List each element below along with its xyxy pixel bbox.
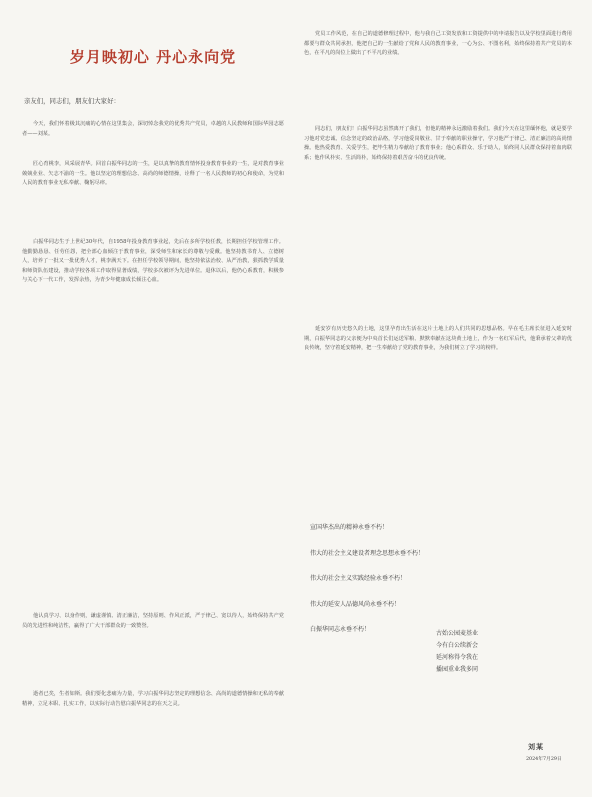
paragraph-intro: 今天，我们怀着极其沉痛的心情在这里集会，深切悼念我党的优秀共产党员，卓越的人民教师和国际华园志愿者——刘某。 [22, 121, 284, 137]
slogan-item: 白振华同志永垂不朽！ [310, 626, 371, 633]
slogan-list [310, 515, 424, 643]
paragraph-biography: 白振华同志生于上世纪30年代，自1958年投身教育事业起，先后在多所学校任教，长期担任学校管理工作。他勤勤恳恳、任劳任怨，把全部心血倾注于教育事业，深受师生和家长的尊敬与爱戴。他坚持教书育人、立德树人，培养了一批又一批优秀人才，桃李满天下。在担任学校领导期间，他坚持依法治校、从严治教，狠抓教学质量和师资队伍建设，推动学校各项工作取得显著成绩，学校多次被评为先进单位。退休以后，他仍心系教育，积极参与关心下一代工作，发挥余热，为青少年健康成长倾注心血。 [22, 239, 284, 284]
document-title: 岁月映初心 丹心永向党 [69, 48, 237, 66]
verse-line: 延河称得令我在 [436, 654, 479, 661]
verse-line: 今有白公续新会 [436, 642, 479, 649]
paragraph-closing: 逝者已矣，生者如斯。我们要化悲痛为力量，学习白振华同志坚定的理想信念、高尚的道德情操和无私的奉献精神，立足本职、扎实工作，以实际行动告慰白振华同志的在天之灵。 [22, 691, 284, 707]
signature: 刘某 [528, 742, 544, 751]
paragraph-career: 匠心育桃李，风采展青华。回首白振华同志的一生，是以真挚的教育情怀投身教育事业的一生，是对教育事业兢兢业业、矢志不渝的一生。他以坚定的理想信念、高尚的师德情操，诠释了一名人民教师的初心和使命，为党和人民的教育事业无私奉献、鞠躬尽瘁。 [22, 161, 284, 187]
verse-line: 古始公园麦基业 [436, 630, 479, 637]
slogan-item: 宣国华杰出的精神永垂不朽！ [310, 524, 389, 531]
slogan-item: 伟大的社会主义建设者理念思想永垂不朽！ [310, 549, 425, 557]
closing-verse [436, 628, 478, 676]
paragraph-conduct: 党员工作风范，在自己的道德修理过程中，他与我自己工资发放和工资提供中的申请报告以及学校里面进行费用都要与群众共同承担，他把自己的一生献给了党和人民的教育事业，一心为公、不图名利，始终保持着共产党员的本色，在平凡的岗位上做出了不平凡的业绩。 [304, 31, 572, 57]
date: 2024年7月29日 [526, 757, 562, 762]
paragraph-character: 他认真学习、以身作则，谦虚谨慎、清正廉洁，坚持原则、作风正派，严于律己、宽以待人，始终保持共产党员的先进性和纯洁性，赢得了广大干部群众的一致赞誉。 [22, 613, 284, 629]
greeting: 亲友们，同志们，朋友们大家好： [24, 97, 120, 105]
paragraph-tribute: 同志们，朋友们！白振华同志虽然离开了我们，但他的精神永远激励着我们。我们今天在这里缅怀他，就是要学习他对党忠诚、信念坚定的政治品格，学习他爱岗敬业、甘于奉献的职业操守，学习他严于律己、清正廉洁的高尚情操。他热爱教育、关爱学生，把毕生精力奉献给了教育事业；他心系群众、乐于助人，始终同人民群众保持着血肉联系；他作风朴实、生活简朴，始终保持着艰苦奋斗的优良传统。 [304, 126, 572, 161]
verse-line: 播园重业我多同 [436, 666, 479, 673]
paragraph-yanan: 延安岁有历史悠久的土地，这里孕育出生活在这片土地上的人们共同的思想品格。早在毛主席长征进入延安时期，白振华同志的父亲便为中央首长们运送军粮、默默奉献在这块黄土地上，作为一名红军后代，他秉承着父辈的优良传统，坚守着延安精神，把一生奉献给了党的教育事业，为我们树立了学习的榜样。 [304, 326, 572, 352]
slogan-item: 伟大的社会主义实践经验永垂不朽！ [310, 575, 407, 582]
slogan-item: 伟大的延安人品德风尚永垂不朽！ [310, 600, 401, 608]
